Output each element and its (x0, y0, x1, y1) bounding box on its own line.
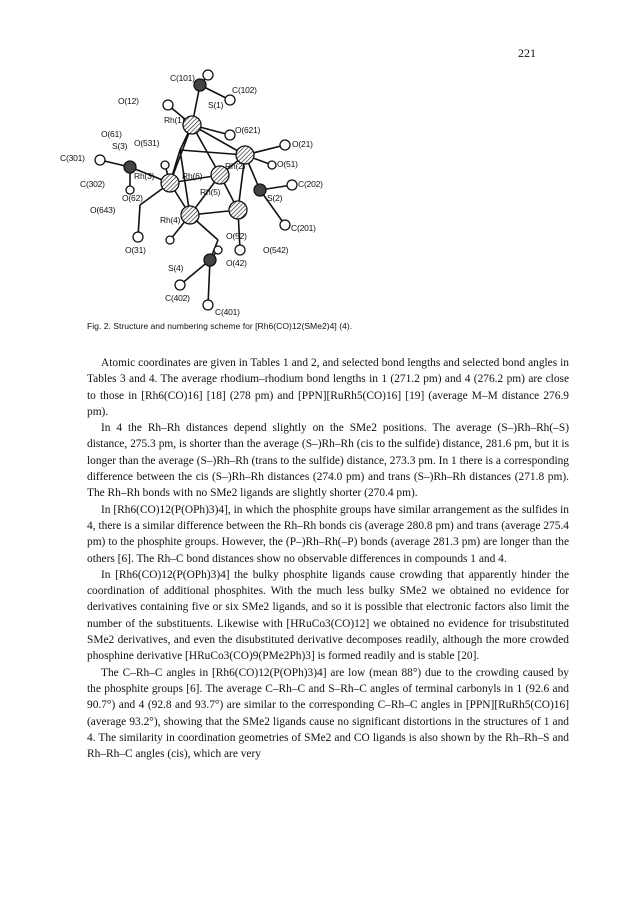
structure-figure (60, 55, 440, 320)
paragraph: Atomic coordinates are given in Tables 1 and 2, and selected bond lengths and selected bond angles in Tables 3 and 4. The average rhodium–rhodium bond lengths in 1 (271.2 pm) and 4 (276.2 pm) are close to those in [Rh6(CO)16] [18] (278 pm) and [PPN][RuRh5(CO)16] [19] (average M–M distance 276.9 pm). (87, 357, 569, 418)
atom-label: Rh(3) (134, 171, 155, 181)
atom-label: C(101) (170, 73, 195, 83)
atom-label: C(201) (291, 223, 316, 233)
paragraph: In 4 the Rh–Rh distances depend slightly on the SMe2 positions. The average (S–)Rh–Rh(–S) distance, 275.3 pm, is shorter than the average (S–)Rh–Rh (cis to the sulfide) distance, 281.6 pm, but it is longer than the average (S–)Rh–Rh (trans to the sulfide) distance, 273.3 pm. In 1 there is a corresponding difference between the cis (S–)Rh–Rh distances (274.0 pm) and trans (S–)Rh–Rh distances (271.8 pm). The Rh–Rh bonds with no SMe2 ligands are slightly shorter (270.4 pm). (87, 422, 569, 500)
atom-label: O(42) (226, 258, 247, 268)
atom-label: C(102) (232, 85, 257, 95)
paragraph: The C–Rh–C angles in [Rh6(CO)12(P(OPh)3)4] are low (mean 88°) due to the crowding caused by the phosphite groups [6]. The average C–Rh–C and S–Rh–C angles of terminal carbonyls in 1 (92.6 and 90.7°) and 4 (92.8 and 93.7°) are similar to the corresponding C–Rh–C angles in [PPN][RuRh5(CO)16] (average 93.2°), showing that the SMe2 ligands cause no significant distortions in the structures of 1 and 4. The similarity in coordination geometries of SMe2 and CO ligands is also shown by the Rh–Rh–S and Rh–Rh–C angles (cis), which are very (87, 666, 569, 761)
paragraph: In [Rh6(CO)12(P(OPh)3)4], in which the phosphite groups have similar arrangement as the sulfides in 4, there is a similar difference between the Rh–Rh bonds cis (average 280.8 pm) and trans (average 275.4 pm) to the phosphite groups. However, the (P–)Rh–Rh(–P) bonds (average 281.3 pm) are longer than the others [6]. The Rh–C bond distances show no observable differences in compounds 1 and 4. (87, 503, 569, 565)
atom-label: C(402) (165, 293, 190, 303)
atom-label: S(3) (112, 141, 128, 151)
atom-label: O(31) (125, 245, 146, 255)
atom-label: Rh(2) (225, 161, 246, 171)
atom-label: O(12) (118, 96, 139, 106)
atom-label: O(643) (90, 205, 116, 215)
atom-label: O(62) (122, 193, 143, 203)
atom-label: O(21) (292, 139, 313, 149)
atom-label: O(61) (101, 129, 122, 139)
paragraph: In [Rh6(CO)12(P(OPh)3)4] the bulky phosphite ligands cause crowding that apparently hinder the coordination of additional phosphites. With the much less bulky SMe2 we obtained no evidence for derivatives containing five or six SMe2 ligands, and so it is possible that electronic factors also limit the number of the substituents. Likewise with [HRuCo3(CO)12] we obtained no evidence for trisubstituted SMe2 derivatives, and even the disubstituted derivative decomposes readily, although the more crowded phosphine derivative [HRuCo3(CO)9(PMe2Ph)3] is formed readily and is stable [20]. (87, 568, 569, 663)
atom-label: S(2) (267, 193, 283, 203)
atom-label: C(202) (298, 179, 323, 189)
atom-label: O(52) (226, 231, 247, 241)
atom-label: O(531) (134, 138, 160, 148)
atom-label: Rh(4) (160, 215, 181, 225)
figure-caption: Fig. 2. Structure and numbering scheme for [Rh6(CO)12(SMe2)4] (4). (87, 321, 353, 331)
atom-label: C(401) (215, 307, 240, 317)
atom-label: Rh(5) (200, 187, 221, 197)
atom-label: S(4) (168, 263, 184, 273)
atom-label: O(542) (263, 245, 289, 255)
atom-label: O(51) (277, 159, 298, 169)
atom-label: Rh(6) (182, 171, 203, 181)
atom-label: C(302) (80, 179, 105, 189)
body-text (87, 355, 569, 762)
page-number: 221 (518, 46, 536, 60)
atom-label: C(301) (60, 153, 85, 163)
atom-label: S(1) (208, 100, 224, 110)
atom-label: Rh(1) (164, 115, 185, 125)
atom-label: O(621) (235, 125, 261, 135)
